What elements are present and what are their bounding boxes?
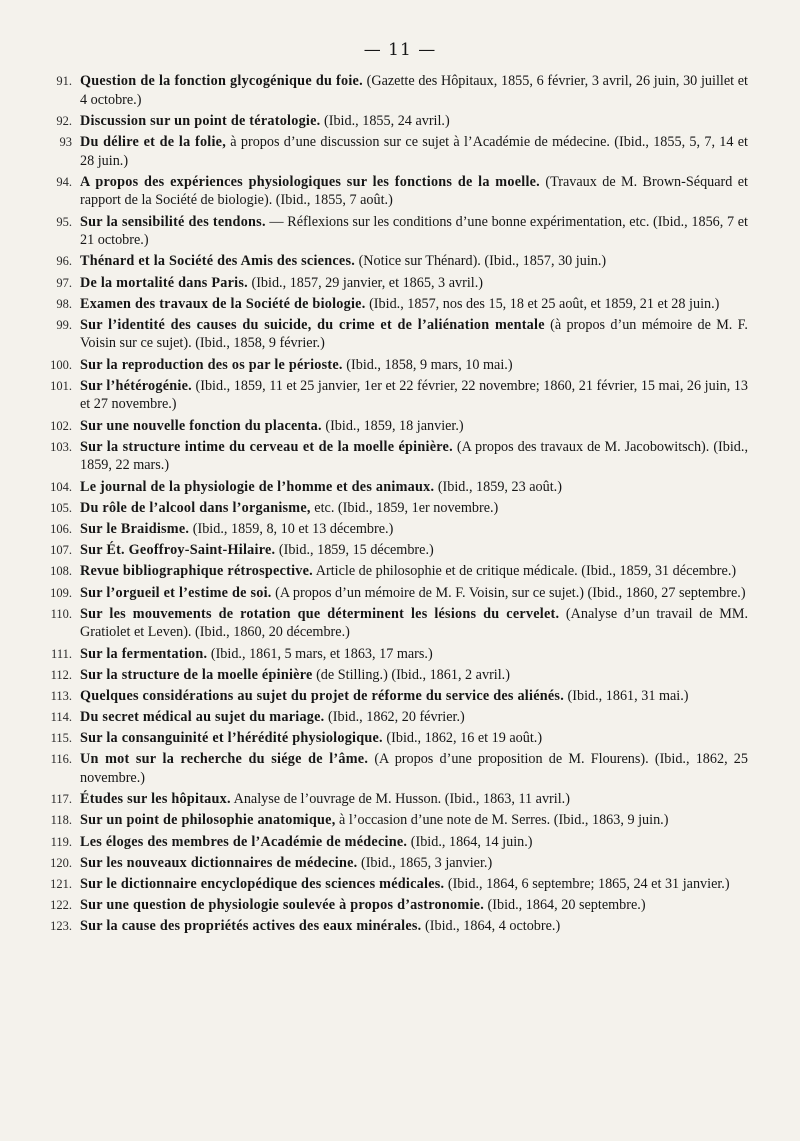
bibliography-entry bbox=[48, 584, 748, 603]
entry-title: Sur une nouvelle fonction du placenta. bbox=[80, 417, 322, 434]
entry-title: Discussion sur un point de tératologie. bbox=[80, 112, 321, 129]
entry-title: De la mortalité dans Paris. bbox=[80, 274, 248, 291]
entry-title: Sur une question de physiologie soulevée à propos d’astronomie. bbox=[80, 897, 484, 914]
entry-number: 102. bbox=[50, 418, 72, 433]
entry-title: Le journal de la physiologie de l’homme et des animaux. bbox=[80, 478, 435, 495]
bibliography-entry bbox=[48, 438, 748, 475]
entry-number: 112. bbox=[50, 667, 72, 682]
entry-citation: à propos d’une discussion sur ce sujet à l’Académie de médecine. (Ibid., 1855, 5, 7, 14 et 28 juin.) bbox=[80, 133, 748, 169]
entry-number: 117. bbox=[50, 792, 72, 807]
bibliography-entry bbox=[48, 605, 748, 642]
entry-title: Sur la structure de la moelle épinière bbox=[80, 666, 313, 683]
entry-title: Sur l’hétérogénie. bbox=[80, 377, 192, 394]
entry-title: Du rôle de l’alcool dans l’organisme, bbox=[80, 499, 311, 516]
entry-number: 94. bbox=[56, 174, 72, 189]
entry-citation: (Ibid., 1859, 23 août.) bbox=[434, 478, 562, 495]
entry-number: 120. bbox=[50, 855, 72, 870]
entry-title: Sur la sensibilité des tendons. bbox=[80, 213, 266, 230]
entry-title: Question de la fonction glycogénique du foie. bbox=[80, 73, 363, 89]
entry-citation: (Ibid., 1857, 29 janvier, et 1865, 3 avril.) bbox=[247, 274, 483, 291]
entry-citation: (Ibid., 1859, 18 janvier.) bbox=[321, 417, 464, 434]
bibliography-entry bbox=[48, 729, 748, 748]
entry-number: 93 bbox=[59, 134, 72, 149]
entry-citation: (Ibid., 1864, 4 octobre.) bbox=[421, 918, 561, 935]
entry-citation: à l’occasion d’une note de M. Serres. (Ibid., 1863, 9 juin.) bbox=[335, 812, 669, 829]
entry-citation: (Travaux de M. Brown-Séquard et rapport de la Société de biologie). (Ibid., 1855, 7 août.) bbox=[80, 173, 748, 209]
entry-number: 106. bbox=[50, 521, 72, 536]
bibliography-entry bbox=[48, 854, 748, 873]
bibliography-entry bbox=[48, 356, 748, 375]
bibliography-list bbox=[48, 72, 748, 939]
entry-number: 121. bbox=[50, 876, 72, 891]
entry-number: 116. bbox=[50, 752, 72, 767]
entry-number: 101. bbox=[50, 378, 72, 393]
bibliography-entry bbox=[48, 213, 748, 250]
entry-citation: (Ibid., 1861, 5 mars, et 1863, 17 mars.) bbox=[207, 645, 433, 662]
entry-citation: etc. (Ibid., 1859, 1er novembre.) bbox=[310, 499, 499, 516]
entry-number: 119. bbox=[50, 834, 72, 849]
entry-title: Sur les nouveaux dictionnaires de médecine. bbox=[80, 854, 358, 871]
page-number: — 11 — bbox=[363, 40, 437, 60]
entry-number: 92. bbox=[56, 113, 72, 128]
entry-number: 91. bbox=[56, 74, 72, 88]
bibliography-entry bbox=[48, 417, 748, 436]
entry-citation: (Ibid., 1862, 16 et 19 août.) bbox=[382, 730, 543, 747]
entry-title: Les éloges des membres de l’Académie de médecine. bbox=[80, 833, 408, 850]
entry-citation: (Ibid., 1862, 20 février.) bbox=[324, 709, 465, 726]
entry-citation: (Notice sur Thénard). (Ibid., 1857, 30 juin.) bbox=[355, 253, 607, 270]
bibliography-entry bbox=[48, 541, 748, 560]
bibliography-entry bbox=[48, 520, 748, 539]
entry-number: 97. bbox=[56, 275, 72, 290]
entry-citation: (Ibid., 1865, 3 janvier.) bbox=[357, 854, 493, 871]
bibliography-entry bbox=[48, 316, 748, 353]
entry-title: Sur un point de philosophie anatomique, bbox=[80, 812, 336, 829]
entry-citation: Analyse de l’ouvrage de M. Husson. (Ibid., 1863, 11 avril.) bbox=[230, 791, 570, 808]
entry-number: 122. bbox=[50, 898, 72, 913]
entry-number: 105. bbox=[50, 500, 72, 515]
entry-title: Examen des travaux de la Société de biologie. bbox=[80, 295, 366, 312]
entry-citation: (Ibid., 1858, 9 mars, 10 mai.) bbox=[342, 356, 513, 373]
entry-citation: (Ibid., 1859, 15 décembre.) bbox=[275, 542, 434, 559]
entry-number: 100. bbox=[50, 357, 72, 372]
bibliography-entry bbox=[48, 112, 748, 131]
bibliography-entry bbox=[48, 173, 748, 210]
bibliography-entry bbox=[48, 478, 748, 497]
bibliography-entry bbox=[48, 252, 748, 271]
entry-number: 96. bbox=[56, 254, 72, 269]
entry-number: 104. bbox=[50, 479, 72, 494]
entry-citation: (A propos des travaux de M. Jacobowitsch). (Ibid., 1859, 22 mars.) bbox=[80, 438, 748, 474]
entry-citation: (A propos d’un mémoire de M. F. Voisin, sur ce sujet.) (Ibid., 1860, 27 septembre.) bbox=[271, 584, 746, 601]
entry-number: 113. bbox=[50, 688, 72, 703]
entry-citation: (Ibid., 1857, nos des 15, 18 et 25 août, et 1859, 21 et 28 juin.) bbox=[365, 295, 720, 312]
entry-citation: (Ibid., 1859, 8, 10 et 13 décembre.) bbox=[189, 520, 394, 537]
entry-title: Sur le Braidisme. bbox=[80, 520, 190, 537]
entry-title: Du secret médical au sujet du mariage. bbox=[80, 709, 325, 726]
entry-number: 109. bbox=[50, 585, 72, 600]
bibliography-entry bbox=[48, 896, 748, 915]
bibliography-entry bbox=[48, 708, 748, 727]
entry-title: A propos des expériences physiologiques sur les fonctions de la moelle. bbox=[80, 173, 540, 190]
entry-citation: (Gazette des Hôpitaux, 1855, 6 février, 3 avril, 26 juin, 30 juillet et 4 octobre.) bbox=[80, 73, 748, 108]
entry-citation: (à propos d’un mémoire de M. F. Voisin sur ce sujet). (Ibid., 1858, 9 février.) bbox=[80, 316, 748, 352]
bibliography-entry bbox=[48, 274, 748, 293]
bibliography-entry bbox=[48, 377, 748, 414]
entry-citation: Article de philosophie et de critique médicale. (Ibid., 1859, 31 décembre.) bbox=[312, 563, 737, 580]
entry-title: Sur le dictionnaire encyclopédique des sciences médicales. bbox=[80, 875, 445, 892]
entry-number: 123. bbox=[50, 919, 72, 934]
entry-title: Sur l’orgueil et l’estime de soi. bbox=[80, 584, 272, 601]
bibliography-entry bbox=[48, 790, 748, 809]
entry-citation: (Ibid., 1861, 31 mai.) bbox=[564, 687, 689, 704]
entry-number: 115. bbox=[50, 731, 72, 746]
entry-citation: (A propos d’une proposition de M. Flourens). (Ibid., 1862, 25 novembre.) bbox=[80, 751, 748, 787]
entry-number: 103. bbox=[50, 439, 72, 454]
entry-title: Sur la fermentation. bbox=[80, 645, 208, 662]
entry-title: Sur Ét. Geoffroy-Saint-Hilaire. bbox=[80, 542, 276, 559]
entry-number: 114. bbox=[50, 710, 72, 725]
entry-title: Sur les mouvements de rotation que déterminent les lésions du cervelet. bbox=[80, 605, 560, 622]
entry-number: 108. bbox=[50, 564, 72, 579]
bibliography-entry bbox=[48, 811, 748, 830]
entry-title: Sur la structure intime du cerveau et de la moelle épinière. bbox=[80, 438, 453, 455]
entry-title: Sur la reproduction des os par le périoste. bbox=[80, 356, 343, 373]
entry-title: Du délire et de la folie, bbox=[80, 133, 227, 150]
entry-number: 95. bbox=[56, 214, 72, 229]
bibliography-entry bbox=[48, 645, 748, 664]
entry-number: 111. bbox=[51, 646, 72, 661]
entry-title: Sur la consanguinité et l’hérédité physiologique. bbox=[80, 730, 383, 747]
bibliography-entry bbox=[48, 666, 748, 685]
entry-number: 99. bbox=[56, 317, 72, 332]
entry-number: 118. bbox=[50, 813, 72, 828]
entry-number: 107. bbox=[50, 543, 72, 558]
entry-citation: (Ibid., 1864, 14 juin.) bbox=[407, 833, 533, 850]
entry-title: Sur l’identité des causes du suicide, du crime et de l’aliénation mentale bbox=[80, 316, 545, 333]
entry-citation: (Analyse d’un travail de MM. Gratiolet et Leven). (Ibid., 1860, 20 décembre.) bbox=[80, 605, 748, 641]
bibliography-entry bbox=[48, 687, 748, 706]
entry-title: Thénard et la Société des Amis des sciences. bbox=[80, 253, 356, 270]
bibliography-entry bbox=[48, 295, 748, 314]
entry-citation: — Réflexions sur les conditions d’une bonne expérimentation, etc. (Ibid., 1856, 7 et 21 octobre.) bbox=[80, 213, 748, 249]
bibliography-entry bbox=[48, 133, 748, 170]
entry-number: 98. bbox=[56, 296, 72, 311]
entry-citation: (Ibid., 1859, 11 et 25 janvier, 1er et 22 février, 22 novembre; 1860, 21 février, 15 mai, 26 juin, 13 et 27 novembre.) bbox=[80, 377, 749, 413]
entry-title: Un mot sur la recherche du siége de l’âme. bbox=[80, 751, 369, 768]
bibliography-entry bbox=[48, 750, 748, 787]
bibliography-entry bbox=[48, 875, 748, 894]
entry-title: Revue bibliographique rétrospective. bbox=[80, 563, 313, 580]
entry-title: Études sur les hôpitaux. bbox=[80, 791, 231, 808]
bibliography-entry bbox=[48, 917, 748, 936]
bibliography-entry bbox=[48, 499, 748, 518]
entry-title: Quelques considérations au sujet du projet de réforme du service des aliénés. bbox=[80, 687, 564, 704]
bibliography-entry bbox=[48, 833, 748, 852]
bibliography-entry bbox=[48, 562, 748, 581]
entry-citation: (Ibid., 1864, 6 septembre; 1865, 24 et 31 janvier.) bbox=[444, 875, 730, 892]
entry-citation: (de Stilling.) (Ibid., 1861, 2 avril.) bbox=[312, 666, 510, 683]
entry-title: Sur la cause des propriétés actives des eaux minérales. bbox=[80, 918, 422, 935]
bibliography-entry bbox=[48, 72, 748, 109]
entry-citation: (Ibid., 1864, 20 septembre.) bbox=[484, 897, 646, 914]
entry-number: 110. bbox=[50, 606, 72, 621]
entry-citation: (Ibid., 1855, 24 avril.) bbox=[320, 112, 450, 129]
